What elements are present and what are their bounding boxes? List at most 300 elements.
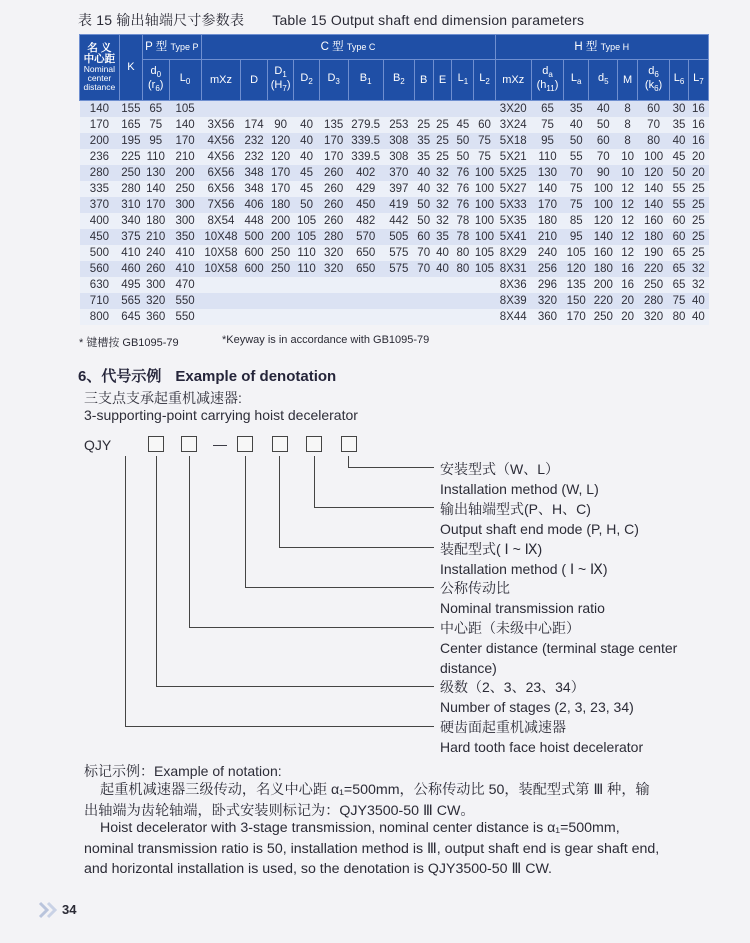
table-cell: 10X58	[201, 261, 241, 277]
table-cell: 410	[169, 245, 201, 261]
table-row	[80, 277, 709, 293]
table-cell	[383, 277, 414, 293]
table-cell: 500	[241, 229, 268, 245]
table-cell: 225	[119, 149, 142, 165]
table-cell: 90	[267, 117, 294, 133]
table-cell	[348, 101, 383, 118]
header-h-d5: $d_5$	[589, 60, 618, 101]
table-cell: 70	[414, 261, 433, 277]
table-cell: 200	[589, 277, 618, 293]
table-cell: 140	[638, 181, 670, 197]
table-cell	[452, 101, 474, 118]
table-cell: 10X58	[201, 245, 241, 261]
table-cell: 30	[670, 101, 689, 118]
table-cell: 135	[564, 277, 589, 293]
table-cell: 110	[531, 149, 563, 165]
table-cell: 650	[348, 261, 383, 277]
table-cell: 55	[670, 197, 689, 213]
table-cell: 45	[294, 165, 319, 181]
table-cell: 630	[80, 277, 120, 293]
table-cell: 140	[169, 117, 201, 133]
legend-shaft-end-mode: 输出轴端型式(P、H、C) Output shaft end mode (P, H, C)	[440, 501, 639, 537]
table-cell	[474, 101, 495, 118]
table-cell: 256	[531, 261, 563, 277]
table-cell: 65	[531, 101, 563, 118]
table-cell: 400	[80, 213, 120, 229]
table-cell	[452, 309, 474, 325]
table-cell: 3X20	[495, 101, 531, 118]
table-cell: 300	[142, 277, 169, 293]
table-cell: 505	[383, 229, 414, 245]
table-cell	[294, 101, 319, 118]
code-dash: —	[213, 436, 227, 452]
table-cell: 100	[474, 183, 495, 195]
table-cell: 8	[618, 101, 638, 118]
table-cell: 180	[638, 229, 670, 245]
table-cell: 110	[294, 245, 319, 261]
notation-en-line3: and horizontal installation is used, so the denotation is QJY3500-50 Ⅲ CW.	[84, 861, 552, 877]
table-title-en: Table 15 Output shaft end dimension parameters	[272, 12, 585, 28]
header-h-l6: $L_6$	[670, 60, 689, 101]
table-cell: 250	[267, 245, 294, 261]
table-cell: 402	[348, 165, 383, 181]
header-c-d3: $D_3$	[319, 60, 348, 101]
code-box-center-distance	[181, 436, 197, 452]
header-h-d6: $d_6$ $(k_6)$	[638, 60, 670, 101]
notation-cn-line2: 出轴端为齿轮轴端，卧式安装则标记为：QJY3500-50 Ⅲ CW。	[84, 803, 475, 819]
intro-en: 3-supporting-point carrying hoist decelerator	[84, 407, 358, 423]
table-cell: 95	[142, 133, 169, 149]
table-cell: 348	[241, 181, 268, 197]
table-cell: 482	[348, 213, 383, 229]
table-row	[80, 165, 709, 181]
table-cell: 120	[564, 261, 589, 277]
table-cell	[319, 277, 348, 293]
notation-en-line1: Hoist decelerator with 3-stage transmission, nominal center distance is α₁=500mm,	[100, 820, 620, 836]
table-cell: 25	[688, 213, 708, 229]
table-cell: 240	[531, 245, 563, 261]
table-cell: 40	[688, 293, 708, 309]
table-cell: 105	[474, 247, 495, 259]
table-cell: 4X56	[201, 133, 241, 149]
header-k: K	[119, 35, 142, 101]
table-cell: 50	[414, 197, 433, 213]
table-body	[80, 101, 709, 326]
code-box-ratio	[237, 436, 253, 452]
header-c-l2: $L_2$	[474, 60, 495, 101]
table-cell: 310	[119, 197, 142, 213]
table-cell: 78	[452, 229, 474, 245]
table-cell	[383, 101, 414, 118]
table-cell: 40	[688, 309, 708, 325]
header-d0: $d_0$ $(r_6)$	[142, 60, 169, 101]
table-cell: 40	[414, 181, 433, 197]
table-cell: 800	[80, 309, 120, 325]
table-cell	[294, 277, 319, 293]
table-cell: 155	[119, 101, 142, 118]
table-cell: 80	[452, 261, 474, 277]
table-cell: 3X56	[201, 117, 241, 133]
table-cell: 60	[474, 117, 495, 133]
header-type-p: P 型 Type P	[142, 35, 201, 60]
table-cell: 320	[531, 293, 563, 309]
table-cell: 35	[414, 133, 433, 149]
table-cell: 150	[564, 293, 589, 309]
table-cell: 339.5	[348, 133, 383, 149]
table-cell: 120	[589, 213, 618, 229]
table-cell: 40	[294, 149, 319, 165]
table-cell: 5X35	[495, 213, 531, 229]
table-cell: 370	[80, 197, 120, 213]
table-cell: 140	[80, 101, 120, 118]
table-cell: 250	[119, 165, 142, 181]
table-cell: 20	[618, 293, 638, 309]
table-cell: 180	[142, 213, 169, 229]
table-cell: 570	[348, 229, 383, 245]
table-row	[80, 229, 709, 245]
table-cell: 16	[688, 133, 708, 149]
table-row	[80, 245, 709, 261]
table-cell: 35	[414, 149, 433, 165]
table-cell: 8X44	[495, 309, 531, 325]
table-cell: 130	[142, 165, 169, 181]
table-cell: 450	[80, 229, 120, 245]
table-cell	[241, 277, 268, 293]
table-cell	[267, 101, 294, 118]
table-cell	[294, 293, 319, 309]
table-cell: 339.5	[348, 149, 383, 165]
table-cell: 20	[688, 149, 708, 165]
table-cell: 65	[670, 277, 689, 293]
table-cell: 25	[688, 181, 708, 197]
table-cell: 50	[452, 149, 474, 165]
table-cell: 253	[383, 117, 414, 133]
code-box-assembly	[272, 436, 288, 452]
table-cell: 100	[474, 231, 495, 243]
header-c-d1: $D_1$ $(H_7)$	[267, 60, 294, 101]
table-cell	[319, 309, 348, 325]
table-cell: 560	[80, 261, 120, 277]
table-cell: 240	[142, 245, 169, 261]
table-cell: 419	[383, 197, 414, 213]
table-cell: 105	[564, 245, 589, 261]
table-row	[80, 101, 709, 118]
table-cell: 180	[267, 197, 294, 213]
table-cell: 5X27	[495, 181, 531, 197]
table-cell: 650	[348, 245, 383, 261]
table-cell: 170	[319, 133, 348, 149]
table-cell	[433, 309, 452, 325]
table-cell: 20	[688, 165, 708, 181]
header-c-b1: $B_1$	[348, 60, 383, 101]
table-cell: 429	[348, 181, 383, 197]
table-cell: 55	[670, 181, 689, 197]
table-cell: 6X56	[201, 165, 241, 181]
table-cell: 60	[638, 101, 670, 118]
table-cell: 105	[294, 213, 319, 229]
table-cell	[433, 277, 452, 293]
table-cell: 32	[433, 181, 452, 197]
table-cell: 40	[589, 101, 618, 118]
table-cell: 174	[241, 117, 268, 133]
table-cell: 340	[119, 213, 142, 229]
table-cell: 220	[589, 293, 618, 309]
table-cell: 50	[294, 197, 319, 213]
table-cell: 210	[531, 229, 563, 245]
table-cell: 190	[638, 245, 670, 261]
table-cell: 90	[589, 165, 618, 181]
table-cell: 195	[119, 133, 142, 149]
table-cell	[474, 293, 495, 309]
table-cell: 75	[564, 197, 589, 213]
table-cell: 3X24	[495, 117, 531, 133]
table-cell: 6X56	[201, 181, 241, 197]
table-cell: 710	[80, 293, 120, 309]
table-cell: 170	[267, 181, 294, 197]
table-cell: 320	[319, 245, 348, 261]
legend-installation-type: 安装型式（W、L） Installation method (W, L)	[440, 461, 599, 497]
table-cell: 250	[638, 277, 670, 293]
legend-transmission-ratio: 公称传动比 Nominal transmission ratio	[440, 580, 605, 616]
legend-assembly-type: 装配型式( Ⅰ ~ Ⅸ) Installation method ( Ⅰ ~ Ⅸ)	[440, 541, 608, 577]
table-cell: 320	[142, 293, 169, 309]
table-cell: 75	[474, 133, 495, 149]
table-cell: 32	[433, 165, 452, 181]
table-cell: 25	[433, 117, 452, 133]
table-cell: 76	[452, 197, 474, 213]
table-cell: 130	[531, 165, 563, 181]
table-cell: 100	[474, 199, 495, 211]
table-cell: 120	[267, 149, 294, 165]
table-cell: 250	[169, 181, 201, 197]
table-cell: 140	[638, 197, 670, 213]
table-cell: 105	[474, 263, 495, 275]
header-type-h: H 型 Type H	[495, 35, 709, 60]
table-row	[80, 309, 709, 325]
table-cell: 8X39	[495, 293, 531, 309]
table-cell: 600	[241, 245, 268, 261]
notation-en-line2: nominal transmission ratio is 50, installation method is Ⅲ, output shaft end is gear shaft end,	[84, 841, 660, 857]
table-cell: 600	[241, 261, 268, 277]
table-cell	[241, 101, 268, 118]
legend-center-distance: 中心距（未级中心距） Center distance (terminal stage center distance)	[440, 620, 678, 676]
table-cell: 100	[589, 181, 618, 197]
notation-heading: 标记示例：Example of notation:	[84, 763, 282, 779]
table-cell: 45	[294, 181, 319, 197]
header-h-la: $L_a$	[564, 60, 589, 101]
table-cell: 260	[319, 197, 348, 213]
table-cell: 220	[638, 261, 670, 277]
table-cell: 35	[433, 229, 452, 245]
table-cell: 296	[531, 277, 563, 293]
table-cell	[241, 293, 268, 309]
table-cell: 110	[294, 261, 319, 277]
table-cell: 550	[169, 293, 201, 309]
table-cell: 45	[452, 117, 474, 133]
table-cell: 50	[564, 133, 589, 149]
legend-hard-tooth: 硬齿面起重机减速器 Hard tooth face hoist decelerator	[440, 719, 644, 755]
notation-cn-line1: 起重机减速器三级传动，名义中心距 α₁=500mm，公称传动比 50，装配型式第 Ⅲ 种，输	[100, 782, 650, 798]
table-cell: 645	[119, 309, 142, 325]
table-cell: 76	[452, 181, 474, 197]
header-c-e: E	[433, 60, 452, 101]
table-cell	[414, 101, 433, 118]
table-cell: 120	[638, 165, 670, 181]
table-cell	[452, 277, 474, 293]
table-cell: 12	[618, 245, 638, 261]
table-cell: 180	[531, 213, 563, 229]
table-cell: 95	[564, 229, 589, 245]
table-cell	[348, 293, 383, 309]
table-cell: 25	[414, 117, 433, 133]
table-cell: 105	[169, 101, 201, 118]
table-cell: 55	[564, 149, 589, 165]
table-cell	[348, 277, 383, 293]
table-cell: 35	[670, 117, 689, 133]
table-cell	[201, 309, 241, 325]
header-c-l1: $L_1$	[452, 60, 474, 101]
table-cell: 350	[169, 229, 201, 245]
table-cell: 8	[618, 133, 638, 149]
table-cell: 70	[564, 165, 589, 181]
table-cell: 12	[618, 197, 638, 213]
table-cell: 120	[267, 133, 294, 149]
footnote-en: *Keyway is in accordance with GB1095-79	[222, 334, 430, 346]
header-c-d: D	[241, 60, 268, 101]
table-cell: 32	[688, 277, 708, 293]
table-cell: 170	[319, 149, 348, 165]
table-cell	[414, 309, 433, 325]
table-cell: 160	[638, 213, 670, 229]
table-cell: 70	[414, 245, 433, 261]
table-cell: 442	[383, 213, 414, 229]
table-cell: 575	[383, 261, 414, 277]
table-cell	[201, 293, 241, 309]
table-cell: 32	[433, 213, 452, 229]
table-cell: 50	[670, 165, 689, 181]
header-c-mxz: mXz	[201, 60, 241, 101]
table-cell: 75	[142, 117, 169, 133]
table-cell: 65	[670, 261, 689, 277]
table-cell: 95	[531, 133, 563, 149]
table-cell: 232	[241, 149, 268, 165]
table-cell: 105	[294, 229, 319, 245]
table-cell: 100	[474, 167, 495, 179]
table-cell	[348, 309, 383, 325]
table-cell: 5X33	[495, 197, 531, 213]
table-cell: 80	[638, 133, 670, 149]
table-cell: 320	[319, 261, 348, 277]
table-cell	[383, 293, 414, 309]
header-type-c: C 型 Type C	[201, 35, 495, 60]
table-cell: 10	[618, 149, 638, 165]
table-cell: 10	[618, 165, 638, 181]
table-cell: 300	[169, 213, 201, 229]
table-cell: 10X48	[201, 229, 241, 245]
table-row	[80, 181, 709, 197]
table-cell: 308	[383, 133, 414, 149]
table-cell: 65	[670, 245, 689, 261]
table-cell: 65	[142, 101, 169, 118]
table-cell: 210	[169, 149, 201, 165]
table-cell: 5X18	[495, 133, 531, 149]
table-cell: 170	[80, 117, 120, 133]
table-cell	[452, 293, 474, 309]
table-cell: 360	[142, 309, 169, 325]
page-number: 34	[62, 902, 77, 917]
table-cell: 280	[80, 165, 120, 181]
table-cell: 60	[670, 213, 689, 229]
table-cell: 40	[564, 117, 589, 133]
table-cell: 12	[618, 229, 638, 245]
table-cell: 75	[564, 181, 589, 197]
table-cell: 40	[433, 245, 452, 261]
table-cell: 170	[531, 197, 563, 213]
table-cell: 50	[452, 133, 474, 149]
table-cell: 5X25	[495, 165, 531, 181]
table-cell	[414, 293, 433, 309]
table-cell: 40	[414, 165, 433, 181]
footnote-cn: * 键槽按 GB1095-79	[79, 337, 179, 349]
table-cell: 40	[294, 117, 319, 133]
header-nominal-center-distance: 名 义 中心距 Nominal center distance	[80, 35, 120, 101]
table-cell: 410	[169, 261, 201, 277]
table-cell: 16	[618, 277, 638, 293]
table-cell	[383, 309, 414, 325]
table-cell	[433, 293, 452, 309]
table-cell: 375	[119, 229, 142, 245]
table-cell	[474, 309, 495, 325]
table-cell: 75	[474, 149, 495, 165]
header-l0: $L_0$	[169, 60, 201, 101]
table-cell	[241, 309, 268, 325]
table-cell: 5X21	[495, 149, 531, 165]
table-cell: 370	[383, 165, 414, 181]
table-cell: 45	[670, 149, 689, 165]
table-cell: 280	[319, 229, 348, 245]
table-cell: 279.5	[348, 117, 383, 133]
code-box-stages	[148, 436, 164, 452]
table-cell: 565	[119, 293, 142, 309]
table-cell: 200	[267, 229, 294, 245]
table-cell: 250	[589, 309, 618, 325]
table-cell: 410	[119, 245, 142, 261]
table-cell: 320	[638, 309, 670, 325]
table-cell: 170	[142, 197, 169, 213]
table-cell	[414, 277, 433, 293]
table-cell: 140	[589, 229, 618, 245]
table-cell: 575	[383, 245, 414, 261]
table-cell: 260	[142, 261, 169, 277]
legend-stages: 级数（2、3、23、34） Number of stages (2, 3, 23, 34)	[440, 679, 634, 715]
table-cell: 300	[169, 197, 201, 213]
table-cell: 160	[589, 245, 618, 261]
table-cell: 50	[414, 213, 433, 229]
table-cell: 76	[452, 165, 474, 181]
table-cell: 75	[670, 293, 689, 309]
table-cell: 75	[531, 117, 563, 133]
table-cell: 32	[688, 261, 708, 277]
table-cell: 35	[564, 101, 589, 118]
table-cell: 210	[142, 229, 169, 245]
table-cell: 170	[169, 133, 201, 149]
dimension-table	[79, 34, 709, 325]
table-cell: 100	[589, 197, 618, 213]
table-cell: 135	[319, 117, 348, 133]
table-cell: 170	[564, 309, 589, 325]
table-cell: 460	[119, 261, 142, 277]
table-row	[80, 261, 709, 277]
